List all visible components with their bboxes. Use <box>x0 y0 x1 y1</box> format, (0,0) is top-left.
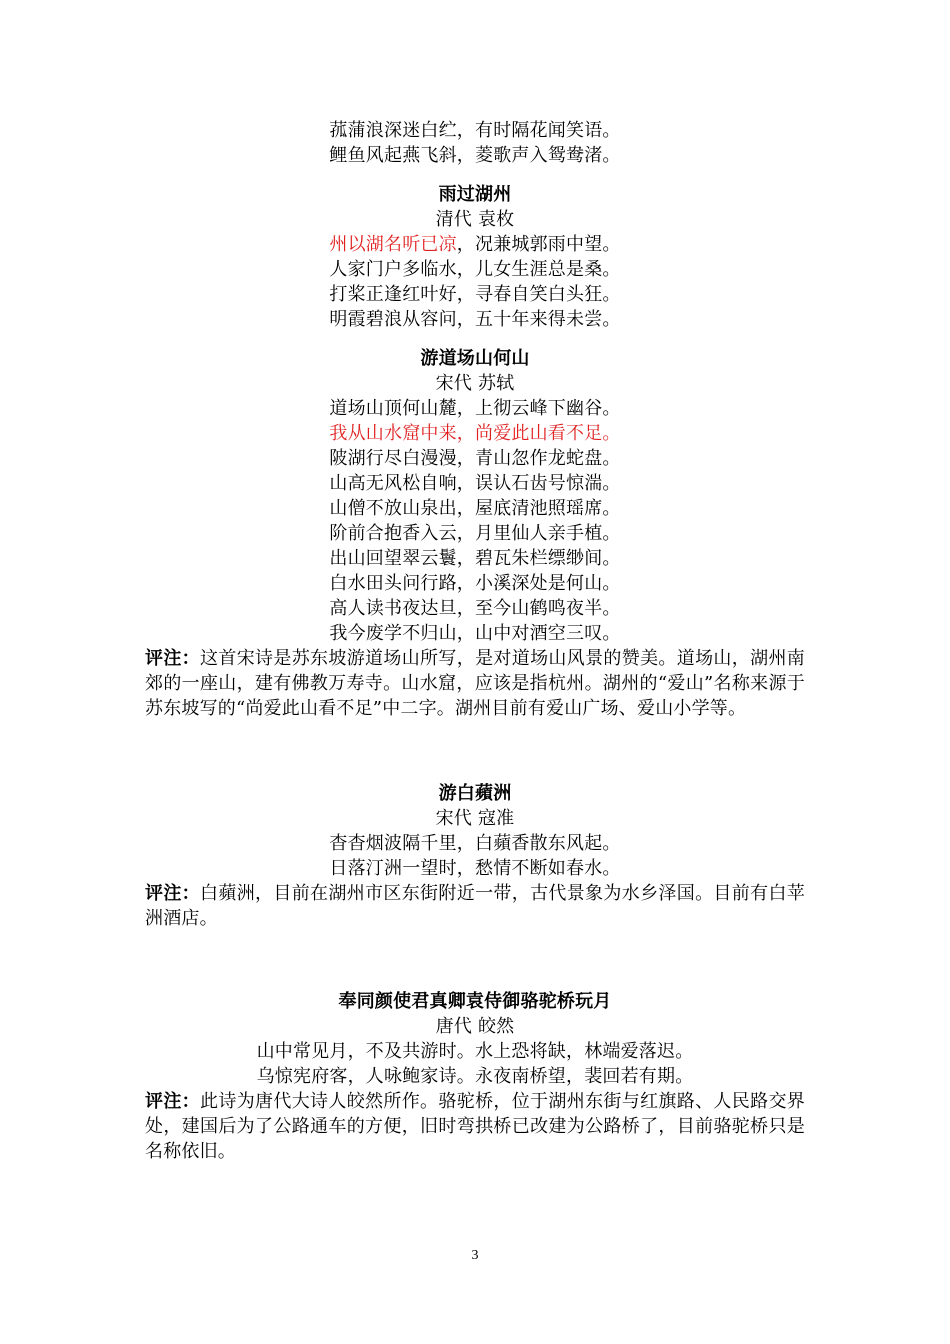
poem-line: 出山回望翠云鬟，碧瓦朱栏缥缈间。 <box>329 548 621 569</box>
commentary-text: 白蘋洲，目前在湖州市区东街附近一带，古代景象为水乡泽国。目前有白苹洲酒店。 <box>145 883 805 929</box>
spacer <box>145 931 805 989</box>
poem-author: 清代 袁枚 <box>435 209 515 230</box>
commentary <box>145 646 805 721</box>
poem-line: 高人读书夜达旦，至今山鹤鸣夜半。 <box>329 598 621 619</box>
poem-line: 乌惊宪府客，人咏鲍家诗。永夜南桥望，裴回若有期。 <box>256 1066 694 1087</box>
poem-line: 鲤鱼风起燕飞斜，菱歌声入鸳鸯渚。 <box>329 145 621 166</box>
poem-title: 雨过湖州 <box>438 184 512 205</box>
highlighted-verse: 州以湖名听已凉 <box>329 234 457 255</box>
spacer <box>145 168 805 182</box>
poem-line: 打桨正逢红叶好，寻春自笑白头狂。 <box>329 284 621 305</box>
poem-line: 道场山顶何山麓，上彻云峰下幽谷。 <box>329 398 621 419</box>
poem-author: 宋代 寇准 <box>435 808 515 829</box>
poem-line: 山高无风松自响，误认石齿号惊湍。 <box>329 473 621 494</box>
commentary-text: 这首宋诗是苏东坡游道场山所写，是对道场山风景的赞美。道场山，湖州南郊的一座山，建有佛教万寿寺。山水窟，应该是指杭州。湖州的“爱山”名称来源于苏东坡写的“尚爱此山看不足”中二字。湖州目前有爱山广场、爱山小学等。 <box>145 648 805 719</box>
commentary-label: 评注： <box>145 883 201 904</box>
commentary <box>145 881 805 931</box>
poem-line: 明霞碧浪从容问，五十年来得未尝。 <box>329 309 621 330</box>
poem-title: 奉同颜使君真卿袁侍御骆驼桥玩月 <box>338 991 612 1012</box>
poem-you-baipingzhou <box>145 781 805 931</box>
poem-line: 人家门户多临水，儿女生涯总是桑。 <box>329 259 621 280</box>
poem-author: 唐代 皎然 <box>435 1016 515 1037</box>
poem-line <box>145 232 805 257</box>
commentary-label: 评注： <box>145 1091 201 1112</box>
poem-line: 山僧不放山泉出，屋底清池照瑶席。 <box>329 498 621 519</box>
poem-author: 宋代 苏轼 <box>435 373 515 394</box>
page-number: 3 <box>471 1248 479 1263</box>
commentary-text: 此诗为唐代大诗人皎然所作。骆驼桥，位于湖州东街与红旗路、人民路交界处，建国后为了公路通车的方便，旧时弯拱桥已改建为公路桥了，目前骆驼桥只是名称依旧。 <box>145 1091 805 1162</box>
poem-line: 菰蒲浪深迷白纻，有时隔花闻笑语。 <box>329 120 621 141</box>
verse-rest: ，况兼城郭雨中望。 <box>456 234 621 255</box>
poem-line: 日落汀洲一望时，愁情不断如春水。 <box>329 858 621 879</box>
poem-line: 山中常见月，不及共游时。水上恐将缺，林端爱落迟。 <box>256 1041 694 1062</box>
highlighted-verse: 我从山水窟中来，尚爱此山看不足。 <box>329 423 621 444</box>
poem-line: 阶前合抱香入云，月里仙人亲手植。 <box>329 523 621 544</box>
poem-luotuoqiao-wanyue <box>145 989 805 1164</box>
spacer <box>145 332 805 346</box>
commentary <box>145 1089 805 1164</box>
spacer <box>145 721 805 781</box>
poem-line: 陂湖行尽白漫漫，青山忽作龙蛇盘。 <box>329 448 621 469</box>
commentary-label: 评注： <box>145 648 201 669</box>
page-content <box>145 118 805 1164</box>
poem-yu-guo-huzhou <box>145 182 805 332</box>
poem-line: 我今废学不归山，山中对酒空三叹。 <box>329 623 621 644</box>
poem-line: 白水田头问行路，小溪深处是何山。 <box>329 573 621 594</box>
poem-you-daochangshan <box>145 346 805 721</box>
poem-continuation <box>145 118 805 168</box>
poem-title: 游道场山何山 <box>420 348 530 369</box>
poem-line: 杳杳烟波隔千里，白蘋香散东风起。 <box>329 833 621 854</box>
poem-title: 游白蘋洲 <box>438 783 512 804</box>
